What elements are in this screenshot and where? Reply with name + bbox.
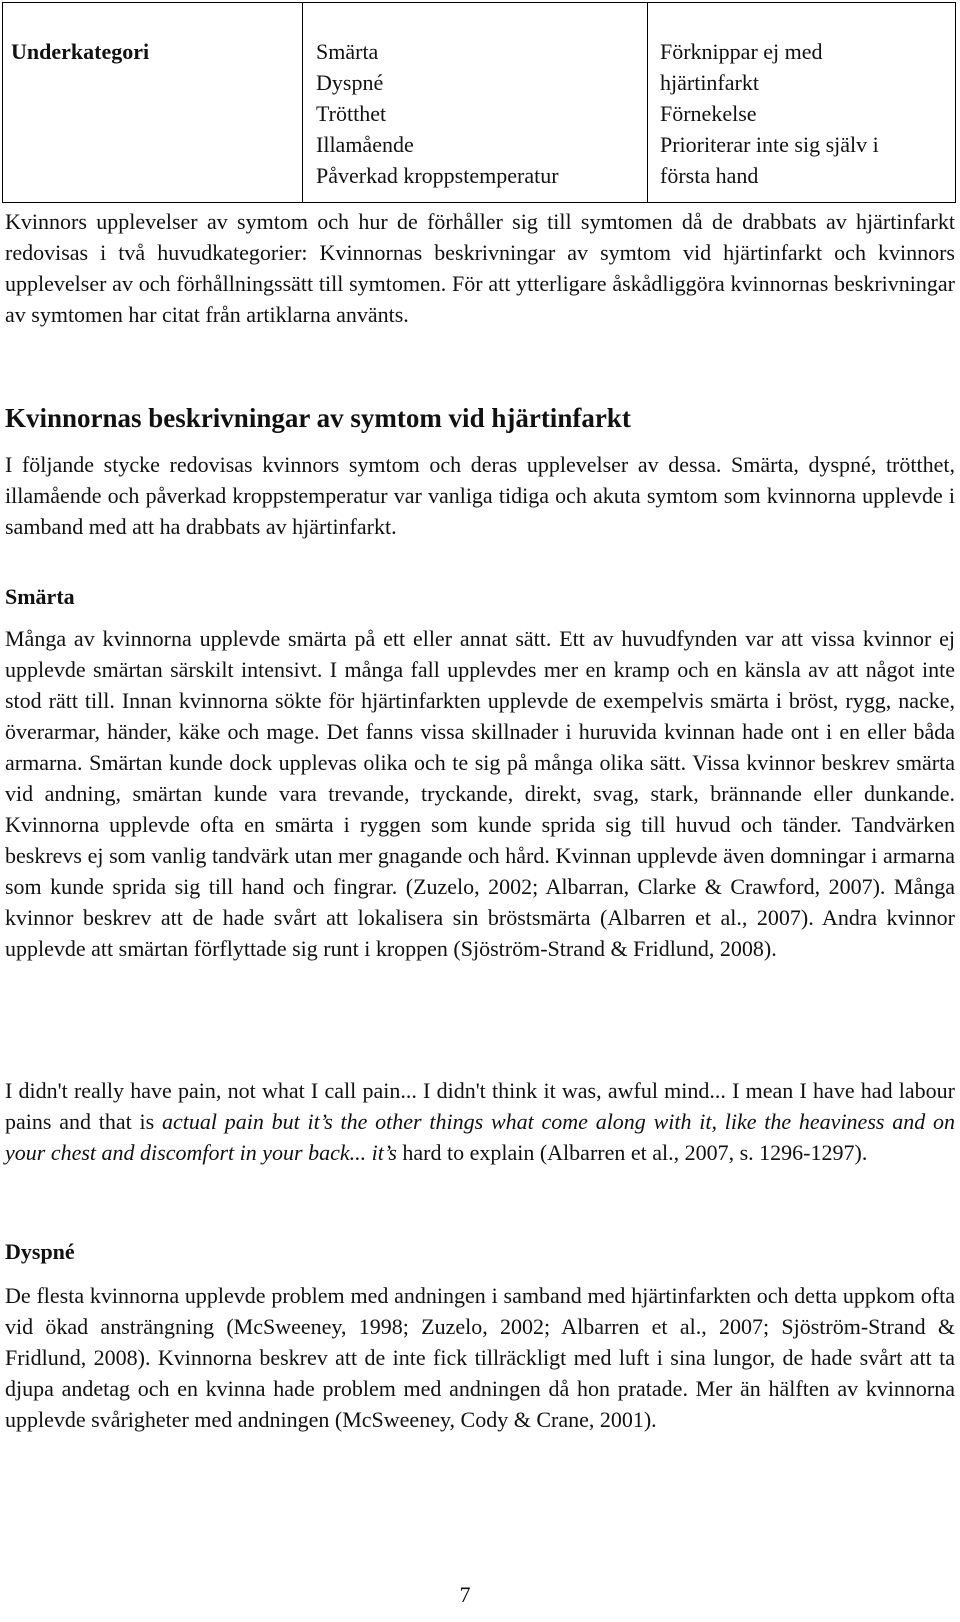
page-number: 7 <box>459 1582 471 1607</box>
subcategory-label: Underkategori <box>11 39 150 64</box>
intro-paragraph: Kvinnors upplevelser av symtom och hur de förhåller sig till symtomen då de drabbats av hjärtinfarkt redovisas i två huvudkategorier: Kvinnornas beskrivningar av symtom vid hjärtinfarkt och kvinnors upplevelser av och förhållningssätt till symtomen. För att ytterligare åskådliggöra kvinnornas beskrivningar av symtomen har citat från artiklarna använts. <box>5 209 955 327</box>
section-heading: Kvinnornas beskrivningar av symtom vid hjärtinfarkt <box>5 403 631 433</box>
quote-text: I didn't really have pain, not what I call pain... I didn't think it was, awful mind... I mean I have had labour pains and that is <box>5 1078 955 1134</box>
quote-paragraph <box>5 1075 955 1168</box>
symptom-item: Dyspné <box>316 70 384 95</box>
symptom-item: Illamående <box>316 132 414 157</box>
attitude-list-cell <box>648 3 955 202</box>
smarta-heading: Smärta <box>5 584 75 609</box>
quote-italic-text: actual pain but it’s the other things what come along with it, like the heaviness and on your chest and discomfort in your back... it’s <box>5 1109 955 1165</box>
attitude-item: Prioriterar inte sig själv i <box>660 132 879 157</box>
table-header-cell <box>3 3 303 202</box>
category-table <box>2 2 956 203</box>
symptom-list-cell <box>303 3 648 202</box>
symptom-item: Trötthet <box>316 101 387 126</box>
smarta-paragraph: Många av kvinnorna upplevde smärta på ett eller annat sätt. Ett av huvudfynden var att vissa kvinnor ej upplevde smärtan särskilt intensivt. I många fall upplevdes mer en kramp och en känsla av att något inte stod rätt till. Innan kvinnorna sökte för hjärtinfarkten upplevde de exempelvis smärta i bröst, rygg, nacke, överarmar, händer, käke och mage. Det fanns vissa skillnader i huruvida kvinnan hade ont i en eller båda armarna. Smärtan kunde dock upplevas olika och te sig på många olika sätt. Vissa kvinnor beskrev smärta vid andning, smärtan kunde vara trevande, tryckande, direkt, svag, stark, brännande eller dunkande. Kvinnorna upplevde ofta en smärta i ryggen som kunde sprida sig till huvud och tänder. Tandvärken beskrevs ej som vanlig tandvärk utan mer gnagande och hård. Kvinnan upplevde även domningar i armarna som kunde sprida sig till hand och fingrar. (Zuzelo, 2002; Albarran, Clarke & Crawford, 2007). Många kvinnor beskrev att de hade svårt att lokalisera sin bröstsmärta (Albarren et al., 2007). Andra kvinnor upplevde att smärtan förflyttade sig runt i kroppen (Sjöström-Strand & Fridlund, 2008). <box>5 626 955 961</box>
section-intro-paragraph: I följande stycke redovisas kvinnors symtom och deras upplevelser av dessa. Smärta, dyspné, trötthet, illamående och påverkad kroppstemperatur var vanliga tidiga och akuta symtom som kvinnorna upplevde i samband med att ha drabbats av hjärtinfarkt. <box>5 452 955 539</box>
attitude-item: Förnekelse <box>660 101 757 126</box>
symptom-item: Smärta <box>316 39 379 64</box>
dyspne-heading: Dyspné <box>5 1239 75 1264</box>
attitude-item: första hand <box>660 163 759 188</box>
dyspne-paragraph: De flesta kvinnorna upplevde problem med andningen i samband med hjärtinfarkten och detta uppkom ofta vid ökad ansträngning (McSweeney, 1998; Zuzelo, 2002; Albarren et al., 2007; Sjöström-Strand & Fridlund, 2008). Kvinnorna beskrev att de inte fick tillräckligt med luft i sina lungor, de hade svårt att ta djupa andetag och en kvinna hade problem med andningen då hon pratade. Mer än hälften av kvinnorna upplevde svårigheter med andningen (McSweeney, Cody & Crane, 2001). <box>5 1283 955 1432</box>
attitude-item: Förknippar ej med <box>660 39 823 64</box>
symptom-item: Påverkad kroppstemperatur <box>316 163 559 188</box>
attitude-item: hjärtinfarkt <box>660 70 759 95</box>
quote-citation: hard to explain (Albarren et al., 2007, s. 1296-1297). <box>396 1140 868 1165</box>
